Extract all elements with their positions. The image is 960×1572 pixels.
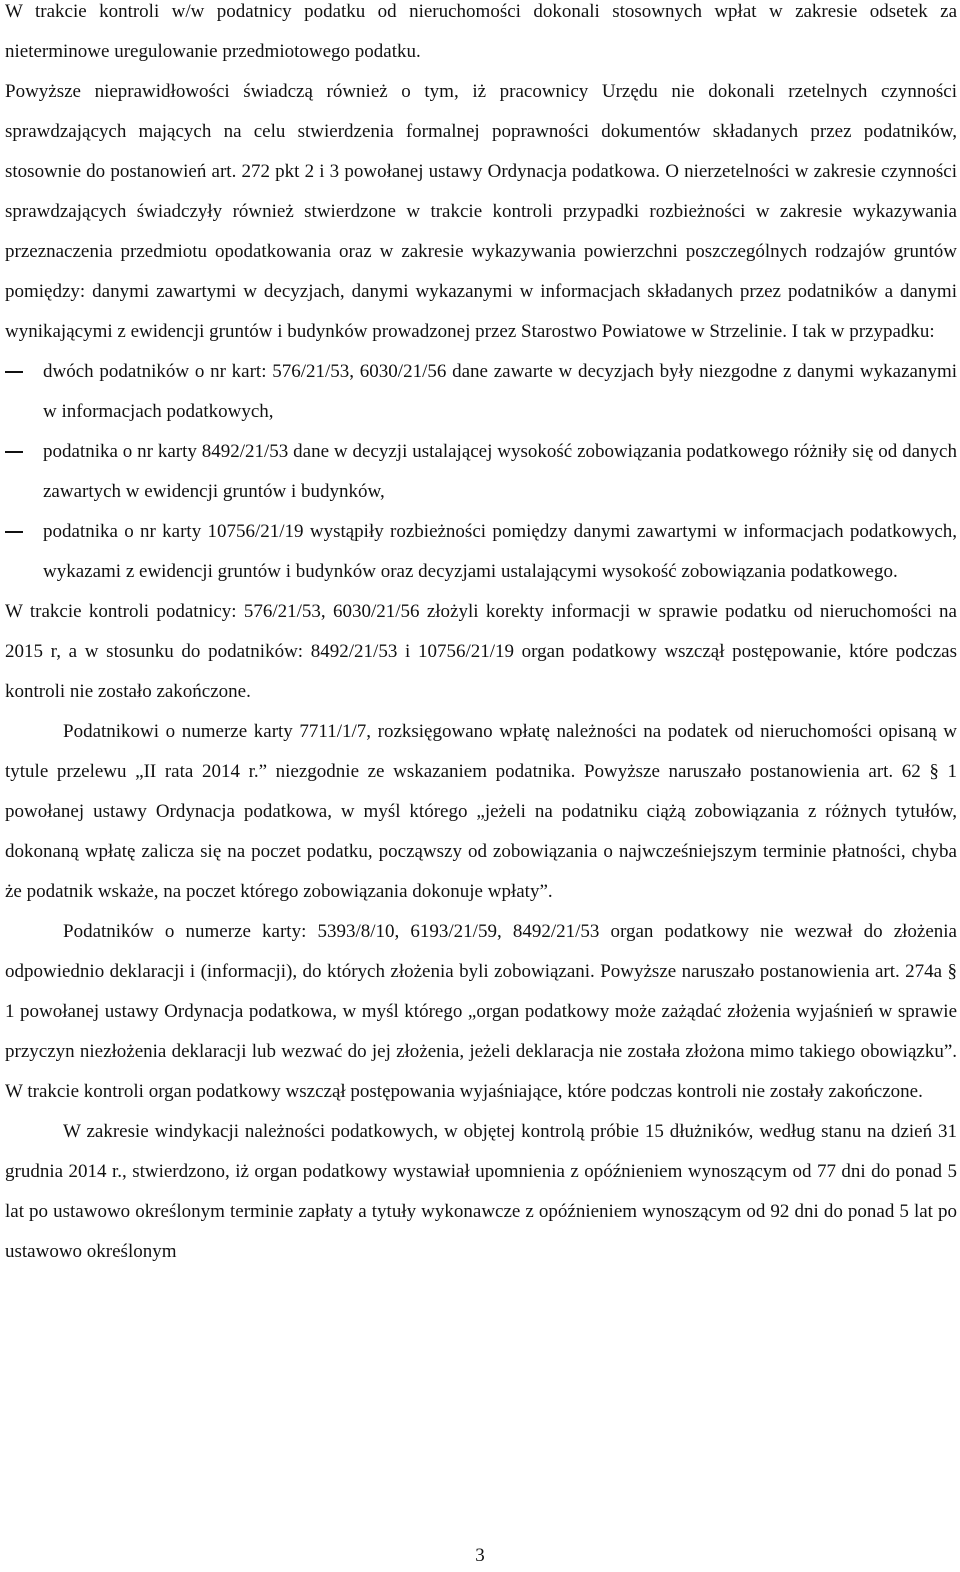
paragraph-nieprawidlowosci: Powyższe nieprawidłowości świadczą również o tym, iż pracownicy Urzędu nie dokonali rzetelnych czynności sprawdzających mających na celu stwierdzenia formalnej poprawności dokumentów składanych przez podatników, stosownie do postanowień art. 272 pkt 2 i 3 powołanej ustawy Ordynacja podatkowa. O nierzetelności w zakresie czynności sprawdzających świadczyły również stwierdzone w trakcie kontroli przypadki rozbieżności w zakresie wykazywania przeznaczenia przedmiotu opodatkowania oraz w zakresie wykazywania powierzchni poszczególnych rodzajów gruntów pomiędzy: danymi zawartymi w decyzjach, danymi wykazanymi w informacjach składanych przez podatników a danymi wynikającymi z ewidencji gruntów i budynków prowadzonej przez Starostwo Powiatowe w Strzelinie. I tak w przypadku: [5, 81, 957, 342]
list-item [5, 512, 957, 592]
dash-bullet-icon [5, 451, 23, 453]
paragraph-windykacja: W zakresie windykacji należności podatkowych, w objętej kontrolą próbie 15 dłużników, według stanu na dzień 31 grudnia 2014 r., stwierdzono, iż organ podatkowy wystawiał upomnienia z opóźnieniem wynoszącym od 77 dni do ponad 5 lat po ustawowo określonym terminie zapłaty a tytuły wykonawcze z opóźnieniem wynoszącym od 92 dni do ponad 5 lat po ustawowo określonym [5, 1121, 957, 1262]
dash-bullet-icon [5, 371, 23, 373]
list-item-text: dwóch podatników o nr kart: 576/21/53, 6030/21/56 dane zawarte w decyzjach były niezgodne z danymi wykazanymi w informacjach podatkowych, [43, 361, 957, 422]
list-item-text: podatnika o nr karty 10756/21/19 wystąpiły rozbieżności pomiędzy danymi zawartymi w informacjach podatkowych, wykazami z ewidencji gruntów i budynków oraz decyzjami ustalającymi wysokość zobowiązania podatkowego. [43, 521, 957, 582]
document-page [5, 0, 957, 1272]
list-item-text: podatnika o nr karty 8492/21/53 dane w decyzji ustalającej wysokość zobowiązania podatkowego różniły się od danych zawartych w ewidencji gruntów i budynków, [43, 441, 957, 502]
dash-list [5, 352, 957, 592]
paragraph-korekty: W trakcie kontroli podatnicy: 576/21/53, 6030/21/56 złożyli korekty informacji w sprawie podatku od nieruchomości na 2015 r, a w stosunku do podatników: 8492/21/53 i 10756/21/19 organ podatkowy wszczął postępowanie, które podczas kontroli nie zostało zakończone. [5, 601, 957, 702]
dash-bullet-icon [5, 531, 23, 533]
paragraph-deklaracje: Podatników o numerze karty: 5393/8/10, 6193/21/59, 8492/21/53 organ podatkowy nie wezwał do złożenia odpowiednio deklaracji i (informacji), do których złożenia byli zobowiązani. Powyższe naruszało postanowienia art. 274a § 1 powołanej ustawy Ordynacja podatkowa, w myśl którego „organ podatkowy może zażądać złożenia wyjaśnień w sprawie przyczyn niezłożenia deklaracji lub wezwać do jej złożenia, jeżeli deklaracja nie została złożona mimo takiego obowiązku”. W trakcie kontroli organ podatkowy wszczął postępowania wyjaśniające, które podczas kontroli nie zostały zakończone. [5, 921, 957, 1102]
page-number: 3 [475, 1545, 485, 1566]
paragraph-rozksiegowanie: Podatnikowi o numerze karty 7711/1/7, rozksięgowano wpłatę należności na podatek od nieruchomości opisaną w tytule przelewu „II rata 2014 r.” niezgodnie ze wskazaniem podatnika. Powyższe naruszało postanowienia art. 62 § 1 powołanej ustawy Ordynacja podatkowa, w myśl którego „jeżeli na podatniku ciążą zobowiązania z różnych tytułów, dokonaną wpłatę zalicza się na poczet podatku, począwszy od zobowiązania o najwcześniejszym terminie płatności, chyba że podatnik wskaże, na poczet którego zobowiązania dokonuje wpłaty”. [5, 721, 957, 902]
list-item [5, 352, 957, 432]
paragraph-odsetki: W trakcie kontroli w/w podatnicy podatku od nieruchomości dokonali stosownych wpłat w zakresie odsetek za nieterminowe uregulowanie przedmiotowego podatku. [5, 1, 957, 62]
list-item [5, 432, 957, 512]
